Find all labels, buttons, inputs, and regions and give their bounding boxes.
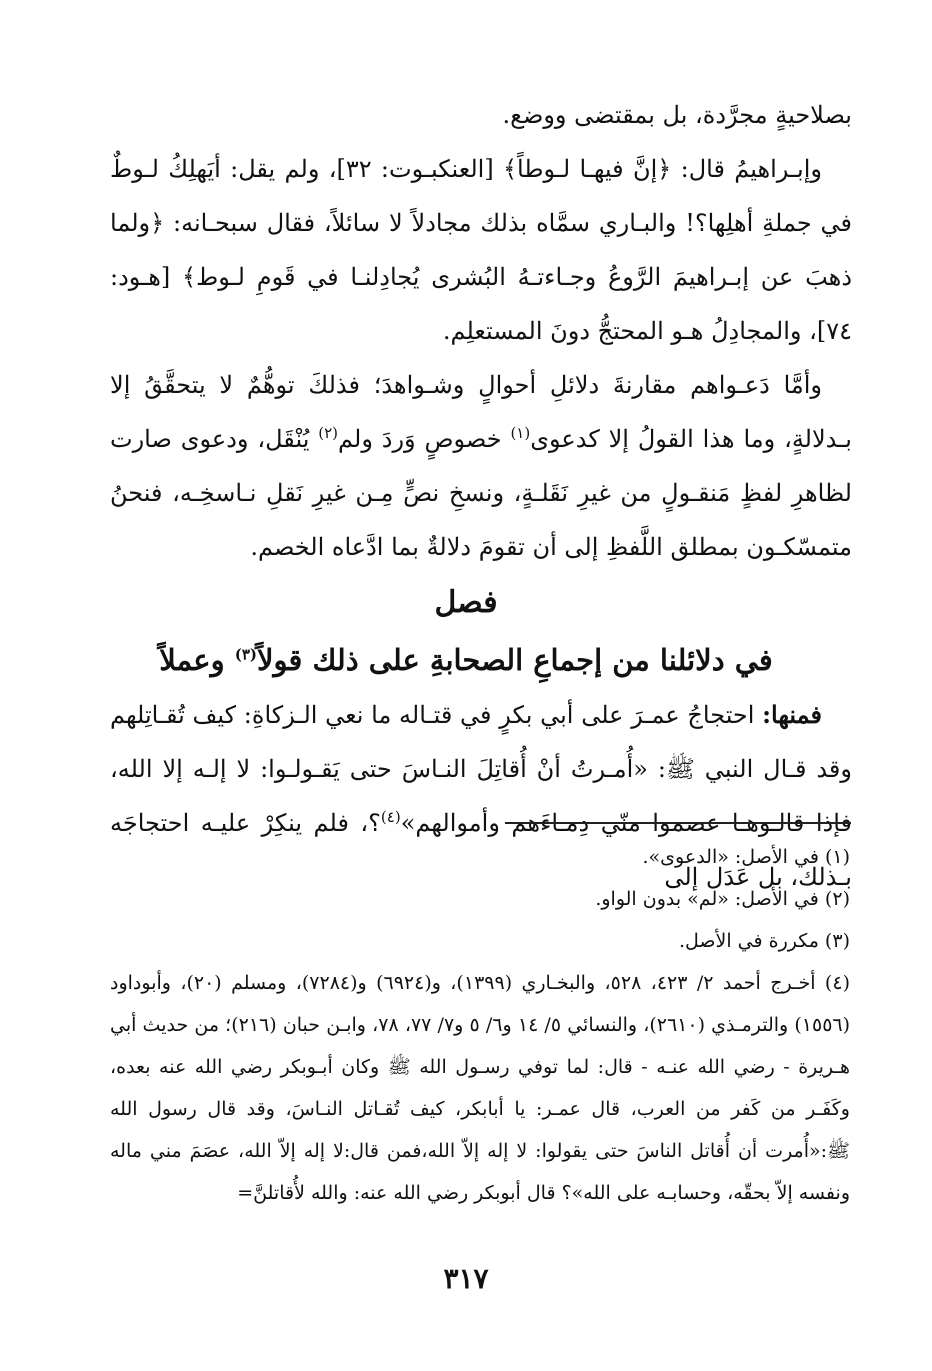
footnote-item: (١) في الأصل: «الدعوى». [642, 846, 850, 868]
paragraph-lead: فمنها: [762, 700, 822, 729]
paragraph-ibrahim: وإبـراهيمُ قال: ﴿إنَّ فيهـا لـوطاً﴾ [العنكبـوت: ٣٢]، ولم يقل: أيَهلِكُ لـوطٌ في جملةِ أهلِها؟! والبـاري سمَّاه بذلك مجادلاً لا سائلاً، فقال سبحـانه: ﴿ولما ذهبَ عن إبـراهيمَ الرَّوعُ وجـاءتـهُ البُشرى يُجادِلنـا في قَومِ لـوط﴾ [هـود: ٧٤]، والمجادِلُ هـو المحتجُّ دونَ المستعلِم. [110, 155, 852, 345]
paragraph-claim [110, 358, 852, 574]
subtitle-text: في دلائلنا من إجماعِ الصحابةِ على ذلك قولاً [256, 643, 773, 677]
footnotes [110, 836, 850, 1214]
footnote-divider [505, 822, 851, 824]
footnote-ref-3[interactable]: (٣) [234, 645, 257, 664]
footnote-item: (٤) أخـرج أحمد ٢/ ٤٢٣، ٥٢٨، والبخـاري (١٣٩٩)، و(٦٩٢٤) و(٧٢٨٤)، ومسلم (٢٠)، وأبوداود (١٥٥٦) والترمـذي (٢٦١٠)، والنسائي ٥/ ١٤ و٦/ ٥ و٧/ ٧٧، ٧٨، وابـن حبان (٢١٦)؛ من حديث أبي هـريرة - رضي الله عنـه - قال: لما توفي رسـول الله ﷺ وكان أبـوبكر رضي الله عنه بعده، وكَفَـر من كَفر من العرب، قال عمـر: يا أبابكر، كيف تُقـاتل النـاسَ، وقد قال رسول الله ﷺ:«أُمرت أن أُقاتل الناسَ حتى يقولوا: لا إله إلاّ الله،فمن قال:لا إله إلاّ الله، عصَمَ مني ماله ونفسه إلاّ بحقّه، وحسابـه على الله»؟ قال أبوبكر رضي الله عنه: والله لأُقاتلنَّ= [110, 972, 851, 1204]
paragraph-text: وأمَّا دَعـواهم مقارنةَ دلائلِ أحوالٍ وشـواهدَ؛ فذلكَ توهُّمٌ لا يتحقَّقُ إلا بـدلالةٍ، وما هذا القولُ إلا كدعوى [110, 371, 852, 453]
footnote-item: (٣) مكررة في الأصل. [678, 930, 850, 952]
footnote-item: (٢) في الأصل: «لم» بدون الواو. [595, 888, 850, 910]
footnote-ref-1[interactable]: (١) [510, 424, 531, 442]
paragraph-text: ؟، فلم ينكِرْ عليـه احتجاجَه بـذلك، بل عَدَل إلى [110, 809, 852, 891]
subtitle-text: وعملاً [159, 643, 235, 677]
paragraph-text: خصوصٍ وَردَ ولم [338, 425, 511, 453]
page-number: ٣١٧ [443, 1262, 489, 1295]
footnote-ref-4[interactable]: (٤) [380, 808, 401, 826]
main-text [110, 88, 852, 904]
paragraph-text: يُنْقَل، ودعوى صارت لظاهرِ لفظٍ مَنقـولٍ من غيرِ نَقَلـةٍ، ونسخِ نصٍّ مِـن غيرِ نَقلِ نـاسخِـه، فنحنُ متمسّكـون بمطلق اللَّفظِ إلى أن تقومَ دلالةٌ بما ادَّعاه الخصم. [110, 425, 852, 561]
section-title: فصل [434, 585, 498, 620]
section-subtitle [110, 632, 852, 688]
footnote-ref-2[interactable]: (٢) [318, 424, 339, 442]
paragraph-continuation: بصلاحيةٍ مجرَّدة، بل بمقتضى ووضع. [502, 101, 852, 129]
paragraph-text: احتجاجُ عمـرَ على أبي بكرٍ في قتـاله ما نعي الـزكاةِ: كيف تُقـاتِلهم وقد قـال النبي ﷺ: «أُمـرتُ أنْ أُقاتِلَ النـاسَ حتى يَقـولـوا: لا إلـه إلا الله، فإذا قالـوهـا عصموا منّي دِمـاءَهم وأموالهم» [110, 701, 853, 837]
